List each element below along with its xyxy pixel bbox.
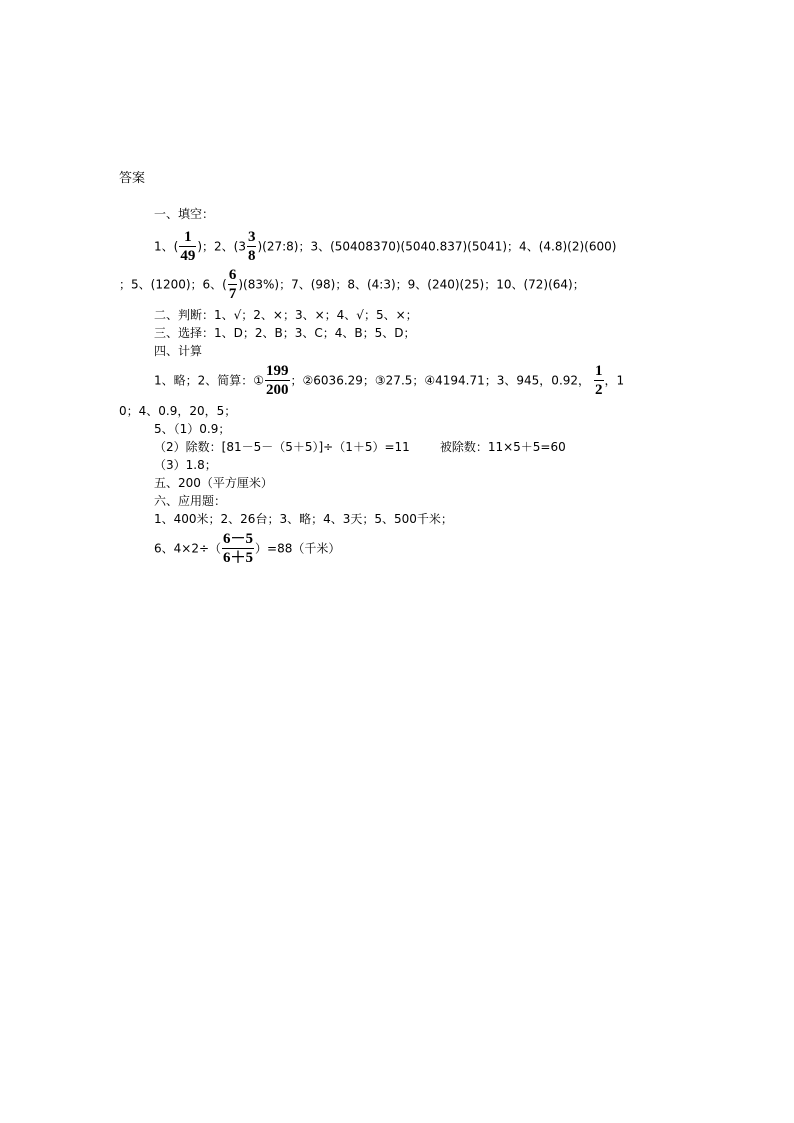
page-title: 答案 (119, 171, 146, 186)
fraction-denominator: 7 (228, 286, 237, 302)
fraction-1-2 (594, 363, 604, 398)
calculation-line-5: （3）1.8； (154, 458, 217, 472)
application-line-1: 1、400米；2、26台；3、略；4、3天；5、500千米； (154, 512, 453, 526)
calculation-line-3: 5、（1）0.9； (154, 422, 231, 436)
text-segment: 6、4×2÷（ (154, 541, 222, 556)
fraction-3-8 (247, 229, 257, 264)
section-fill-blank-heading: 一、填空： (154, 207, 215, 221)
fraction-numerator: 6－5 (223, 531, 254, 547)
fraction-denominator: 200 (266, 382, 289, 398)
text-segment: ，1 (604, 373, 625, 388)
divisor-text: （2）除数：[81－5－（5＋5）]÷（1＋5）=11 (154, 440, 410, 454)
fraction-numerator: 6 (228, 267, 237, 283)
calculation-line-1 (154, 362, 624, 399)
text-segment: ；5、(1200)；6、( (119, 277, 227, 292)
text-segment: 1、( (154, 239, 179, 254)
section-choice: 三、选择：1、D；2、B；3、C；4、B；5、D； (154, 326, 416, 340)
fraction-numerator: 3 (247, 229, 256, 245)
text-segment: )(83%)；7、(98)；8、(4:3)；9、(240)(25)；10、(72)(64)； (238, 277, 585, 292)
fraction-6-7 (228, 267, 238, 302)
fraction-denominator: 2 (595, 382, 603, 398)
section-area: 五、200（平方厘米） (154, 476, 273, 490)
fraction-denominator: 8 (247, 248, 256, 264)
text-segment: ；②6036.29；③27.5；④4194.71；3、945，0.92， (290, 373, 591, 388)
calculation-line-4 (154, 440, 566, 454)
fraction-numerator: 1 (595, 363, 603, 379)
section-application-heading: 六、应用题： (154, 494, 227, 508)
fraction-denominator: 49 (180, 248, 196, 264)
calculation-line-2: 0；4、0.9，20，5； (119, 404, 237, 418)
section-judgement: 二、判断：1、√；2、×；3、×；4、√；5、×； (154, 308, 418, 322)
text-segment: 1、略；2、简算：① (154, 373, 265, 388)
fraction-numerator: 1 (184, 229, 192, 245)
text-segment: ）=88（千米） (255, 541, 341, 556)
fraction-1-49 (179, 229, 196, 264)
fill-blank-line-1 (154, 228, 616, 265)
application-line-2 (154, 530, 340, 567)
fraction-numerator: 199 (266, 363, 289, 379)
text-segment: )；2、(3 (197, 239, 246, 254)
fraction-199-200 (265, 363, 290, 398)
fraction-denominator: 6＋5 (223, 550, 254, 566)
fill-blank-line-2 (119, 266, 585, 303)
dividend-text: 被除数：11×5＋5=60 (439, 440, 566, 454)
fraction-expression (222, 531, 254, 566)
section-calculation-heading: 四、计算 (154, 344, 203, 358)
text-segment: )(27:8)；3、(50408370)(5040.837)(5041)；4、(4.8)(2)(600) (257, 239, 617, 254)
